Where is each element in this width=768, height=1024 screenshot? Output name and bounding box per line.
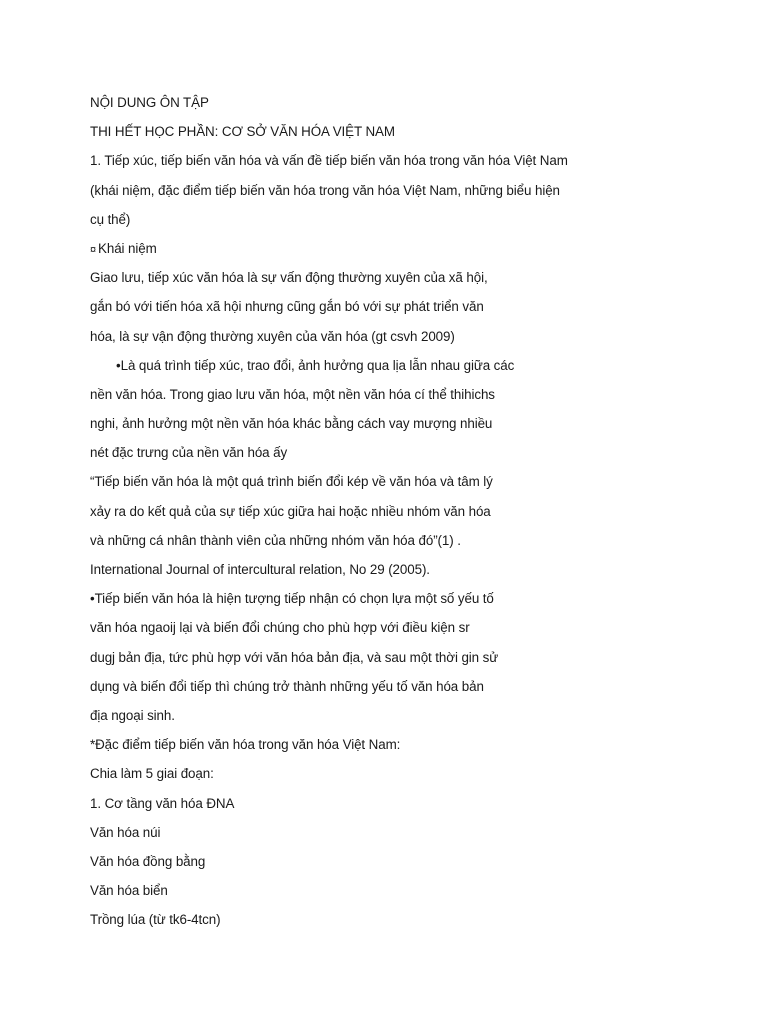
bullet-paragraph-1-first-line (90, 351, 730, 380)
features-heading: *Đặc điểm tiếp biến văn hóa trong văn hóa Việt Nam: (90, 737, 401, 753)
quote-line: xảy ra do kết quả của sự tiếp xúc giữa hai hoặc nhiều nhóm văn hóa (90, 503, 491, 519)
bullet-paragraph-2-line: địa ngoại sinh. (90, 707, 175, 723)
bullet-paragraph-1-line: nghi, ảnh hưởng một nền văn hóa khác bằng cách vay mượng nhiều (90, 416, 493, 432)
section-heading-line-1: 1. Tiếp xúc, tiếp biến văn hóa và vấn đề tiếp biến văn hóa trong văn hóa Việt Nam (90, 153, 568, 169)
doc-title-line-1: NỘI DUNG ÔN TẬP (90, 95, 209, 110)
bullet-paragraph-2-line: dụng và biến đổi tiếp thì chúng trở thành những yếu tố văn hóa bản (90, 678, 484, 694)
stages-intro: Chia làm 5 giai đoạn: (90, 766, 214, 782)
bullet-2-text: Tiếp biến văn hóa là hiện tượng tiếp nhận có chọn lựa một số yếu tố (94, 591, 494, 607)
stage-1-item: Văn hóa núi (90, 824, 161, 840)
bullet-icon: • (90, 591, 95, 607)
bullet-paragraph-1-line: nét đặc trưng của nền văn hóa ấy (90, 445, 288, 461)
section-heading-line-3: cụ thể) (90, 211, 131, 227)
document-body (90, 88, 730, 934)
section-heading-line-2: (khái niệm, đặc điểm tiếp biến văn hóa trong văn hóa Việt Nam, những biểu hiện (90, 182, 560, 198)
concept-label: Khái niệm (98, 240, 157, 256)
stage-1-item: Trồng lúa (từ tk6-4tcn) (90, 912, 221, 928)
bullet-paragraph-2-line: dugj bản địa, tức phù hợp với văn hóa bản địa, và sau một thời gin sử (90, 649, 499, 665)
bullet-paragraph-2-line: văn hóa ngaoij lại và biến đổi chúng cho phù hợp với điều kiện sr (90, 620, 470, 636)
bullet-1-text: Là quá trình tiếp xúc, trao đổi, ảnh hưởng qua lịa lẫn nhau giữa các (120, 357, 515, 373)
bullet-paragraph-1-line: nền văn hóa. Trong giao lưu văn hóa, một nền văn hóa cí thể thihichs (90, 386, 495, 402)
citation-line: International Journal of intercultural relation, No 29 (2005). (90, 562, 430, 577)
concept-heading (90, 234, 730, 263)
definition-line: hóa, là sự vận động thường xuyên của văn hóa (gt csvh 2009) (90, 328, 455, 344)
concept-marker-icon: ¤ (90, 243, 97, 256)
stage-1-title: 1. Cơ tầng văn hóa ĐNA (90, 795, 235, 811)
quote-line: và những cá nhân thành viên của những nhóm văn hóa đó”(1) . (90, 532, 461, 548)
quote-line: “Tiếp biến văn hóa là một quá trình biến đổi kép về văn hóa và tâm lý (90, 474, 493, 490)
bullet-icon: • (116, 357, 121, 373)
stage-1-item: Văn hóa đồng bằng (90, 853, 206, 869)
doc-title-line-2: THI HẾT HỌC PHẦN: CƠ SỞ VĂN HÓA VIỆT NAM (90, 124, 395, 140)
stage-1-item: Văn hóa biển (90, 883, 168, 899)
definition-line: gắn bó với tiến hóa xã hội nhưng cũng gắn bó với sự phát triển văn (90, 299, 484, 315)
definition-line: Giao lưu, tiếp xúc văn hóa là sự vấn động thường xuyên của xã hội, (90, 270, 488, 286)
bullet-paragraph-2-first-line (90, 584, 730, 613)
